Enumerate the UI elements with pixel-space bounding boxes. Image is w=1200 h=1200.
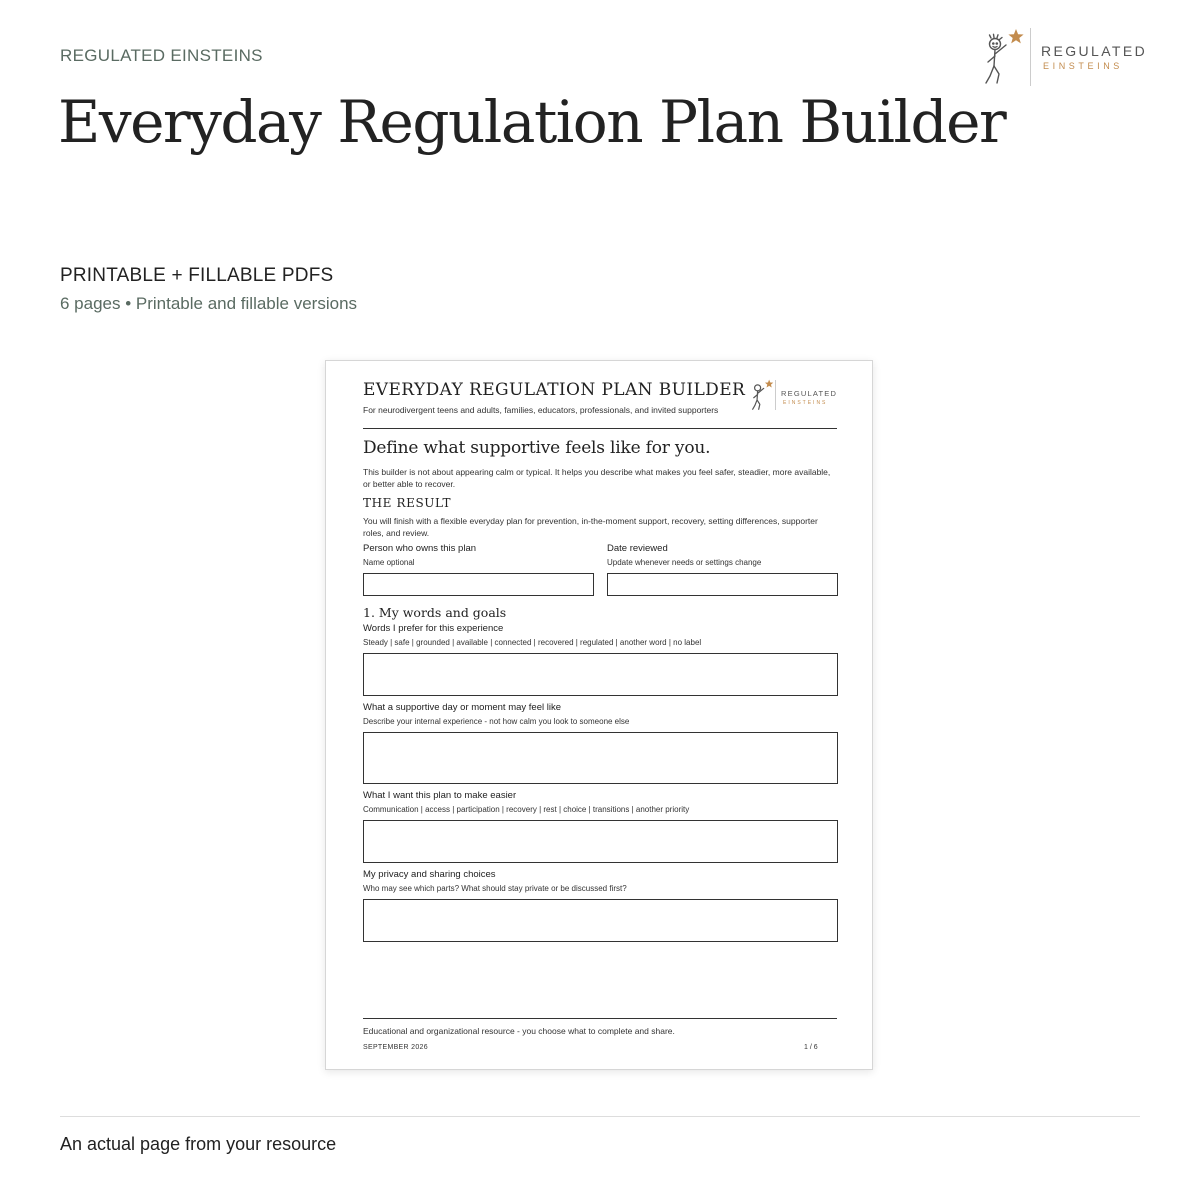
section-heading: Define what supportive feels like for you. [363,438,711,458]
privacy-choices-field[interactable] [363,899,838,942]
result-text: You will finish with a flexible everyday plan for prevention, in-the-moment support, recovery, setting differences, supporter roles, and review. [363,516,818,538]
field-hint: Describe your internal experience - not how calm you look to someone else [363,717,630,726]
field-label: Words I prefer for this experience [363,623,504,634]
field-hint: Communication | access | participation | recovery | rest | choice | transitions | another priority [363,805,690,814]
date-reviewed-field[interactable] [607,573,838,596]
sheet-logo [749,378,841,412]
format-heading: PRINTABLE + FILLABLE PDFS [60,265,334,286]
brand-name: REGULATED EINSTEINS [60,46,263,65]
field-hint: Steady | safe | grounded | available | connected | recovered | regulated | another word | no label [363,638,702,647]
page-title: Everyday Regulation Plan Builder [58,88,1006,156]
sheet-date: SEPTEMBER 2026 [363,1044,428,1051]
field-hint: Who may see which parts? What should stay private or be discussed first? [363,884,627,893]
field-label: What a supportive day or moment may feel like [363,702,562,713]
field-label: What I want this plan to make easier [363,790,517,801]
date-reviewed-label: Date reviewed [607,543,668,554]
logo-word-einsteins: EINSTEINS [783,400,828,406]
logo-word-einsteins: EINSTEINS [1043,61,1123,71]
stick-figure-star-icon [749,378,775,412]
plan-goals-field[interactable] [363,820,838,863]
page-number: 1 / 6 [804,1044,818,1051]
field-label: My privacy and sharing choices [363,869,496,880]
date-reviewed-hint: Update whenever needs or settings change [607,558,762,567]
logo-word-regulated: REGULATED [781,389,838,398]
preferred-words-field[interactable] [363,653,838,696]
part-heading: 1. My words and goals [363,605,507,620]
bottom-divider [60,1116,1140,1117]
sheet-subtitle: For neurodivergent teens and adults, families, educators, professionals, and invited supporters [363,405,719,415]
logo-divider [1030,28,1031,86]
preview-caption: An actual page from your resource [60,1134,337,1154]
owner-name-field[interactable] [363,573,594,596]
brand-logo [980,26,1150,90]
result-heading: THE RESULT [363,496,452,510]
owner-hint: Name optional [363,558,415,567]
section-text: This builder is not about appearing calm or typical. It helps you describe what makes you feel safer, steadier, more available, or better able to recover. [363,467,831,489]
footer-rule [363,1018,837,1019]
logo-divider [775,380,776,410]
sheet-title: EVERYDAY REGULATION PLAN BUILDER [363,380,746,400]
format-detail: 6 pages • Printable and fillable versions [60,294,358,313]
stick-figure-star-icon [980,26,1026,88]
document-preview [325,360,873,1070]
header-rule [363,428,837,429]
sheet-footer-note: Educational and organizational resource - you choose what to complete and share. [363,1026,675,1036]
logo-word-regulated: REGULATED [1041,43,1148,59]
supportive-day-field[interactable] [363,732,838,784]
owner-label: Person who owns this plan [363,543,477,554]
